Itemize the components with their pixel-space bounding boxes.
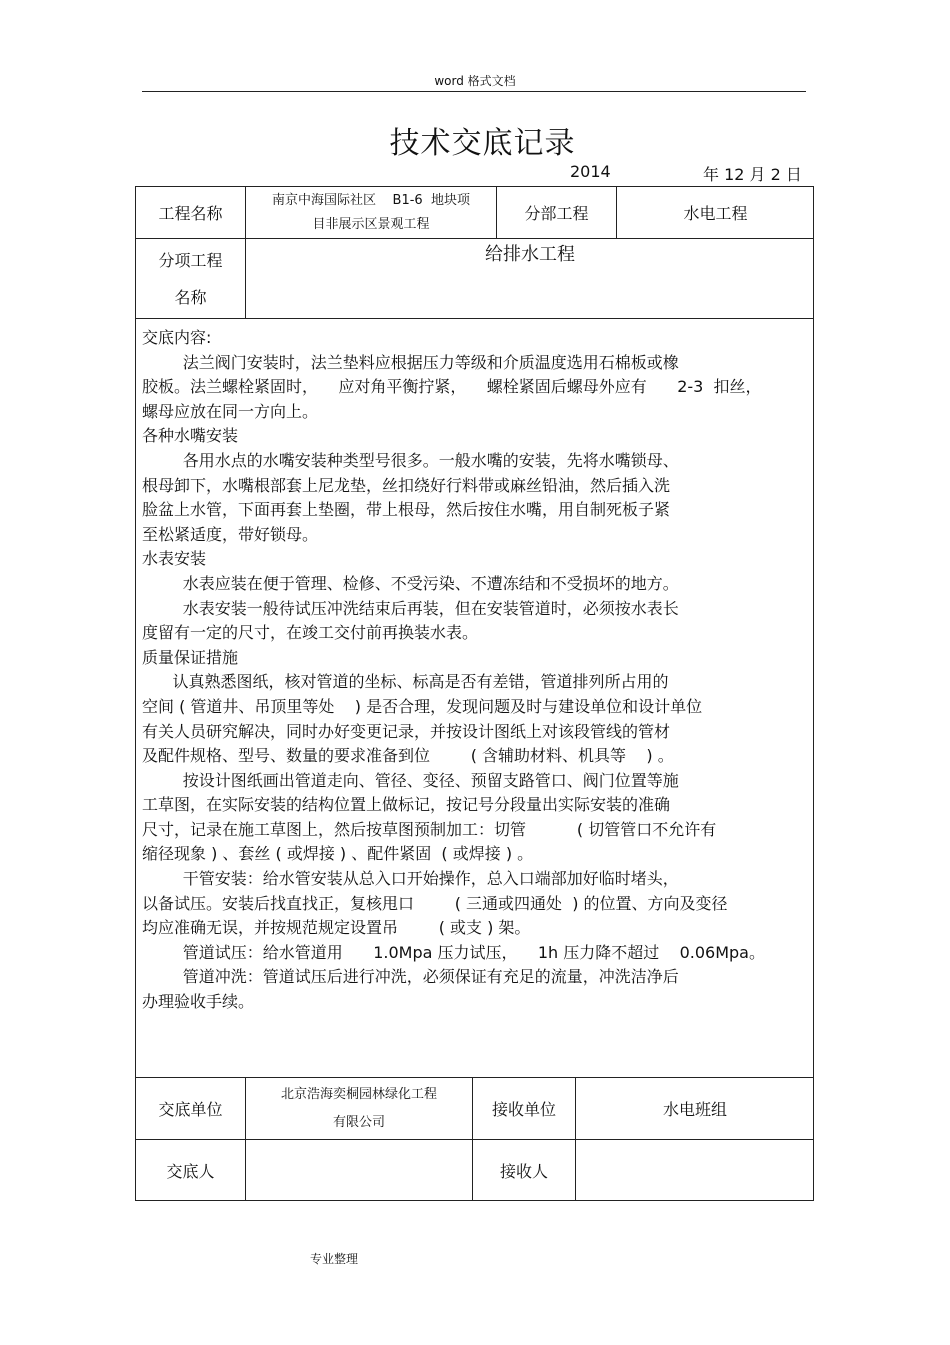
content-line: 空间 ( 管道井、吊顶里等处 ) 是否合理，发现问题及时与建设单位和设计单位 (142, 696, 703, 716)
item-value: 给排水工程 (485, 244, 575, 265)
disclosure-content (142, 326, 810, 1015)
header-rule (142, 91, 806, 92)
content-line: 有关人员研究解决，同时办好变更记录，并按设计图纸上对该段管线的管材 (142, 721, 671, 741)
date-year: 2014 (570, 162, 611, 181)
content-line: 螺母应放在同一方向上。 (142, 401, 319, 421)
document-title: 技术交底记录 (389, 126, 576, 161)
content-line: 办理验收手续。 (142, 992, 255, 1012)
content-line: 质量保证措施 (142, 647, 239, 667)
item-label-line: 分项工程 (158, 250, 223, 270)
discloser-value (246, 1140, 472, 1201)
project-name-line: 南京中海国际社区 B1-6 地块项 (272, 192, 470, 208)
content-line: 均应准确无误，并按规范规定设置吊 ( 或支 ) 架。 (142, 918, 531, 938)
content-line: 至松紧适度，带好锁母。 (142, 524, 319, 544)
item-label (136, 239, 245, 318)
content-line: 干管安装：给水管安装从总入口开始操作，总入口端部加好临时堵头， (142, 869, 679, 889)
content-line: 各种水嘴安装 (142, 426, 239, 446)
content-line: 认真熟悉图纸，核对管道的坐标、标高是否有差错，管道排列所占用的 (142, 672, 669, 692)
content-line: 及配件规格、型号、数量的要求准备到位 ( 含辅助材料、机具等 ) 。 (142, 746, 674, 766)
content-line: 根母卸下，水嘴根部套上尼龙垫，丝扣绕好行料带或麻丝铅油，然后插入洗 (142, 475, 671, 495)
page-header: word 格式文档 (434, 74, 516, 88)
receiver-value (576, 1140, 814, 1201)
page-footer: 专业整理 (310, 1252, 359, 1266)
content-line: 各用水点的水嘴安装种类型号很多。一般水嘴的安装，先将水嘴锁母、 (142, 450, 679, 470)
content-line: 度留有一定的尺寸，在竣工交付前再换装水表。 (142, 623, 479, 643)
disclosure-unit-label: 交底单位 (158, 1100, 223, 1119)
content-line: 水表安装 (142, 549, 207, 569)
content-line: 胶板。法兰螺栓紧固时， 应对角平衡拧紧， 螺栓紧固后螺母外应有 2-3 扣丝， (142, 377, 762, 397)
disclosure-unit-line: 有限公司 (332, 1114, 385, 1130)
project-name-value (246, 187, 496, 238)
content-line: 水表安装一般待试压冲洗结束后再装，但在安装管道时，必须按水表长 (142, 598, 679, 618)
project-name-label: 工程名称 (158, 204, 223, 223)
content-line: 法兰阀门安装时，法兰垫料应根据压力等级和介质温度选用石棉板或橡 (142, 352, 679, 372)
disclosure-unit-line: 北京浩海奕桐园林绿化工程 (280, 1086, 437, 1102)
item-label-line: 名称 (174, 287, 207, 307)
content-line: 交底内容: (142, 328, 212, 347)
content-line: 管道试压：给水管道用 1.0Mpa 压力试压， 1h 压力降不超过 0.06Mpa。 (142, 942, 765, 962)
content-line: 脸盆上水管，下面再套上垫圈，带上根母，然后按住水嘴，用自制死板子紧 (142, 500, 671, 520)
receiving-unit-value: 水电班组 (662, 1100, 727, 1119)
sub-project-label: 分部工程 (524, 204, 589, 223)
content-line: 工草图，在实际安装的结构位置上做标记，按记号分段量出实际安装的准确 (142, 795, 671, 815)
date-month-day: 年 12 月 2 日 (703, 165, 802, 184)
receiving-unit-label: 接收单位 (491, 1100, 556, 1119)
row-divider (135, 318, 814, 319)
content-line: 水表应装在便于管理、检修、不受污染、不遭冻结和不受损坏的地方。 (142, 573, 679, 593)
disclosure-unit-value (246, 1078, 472, 1139)
receiver-label: 接收人 (499, 1162, 548, 1181)
sub-project-value: 水电工程 (683, 204, 748, 223)
content-line: 按设计图纸画出管道走向、管径、变径、预留支路管口、阀门位置等施 (142, 770, 679, 790)
content-line: 尺寸，记录在施工草图上，然后按草图预制加工：切管 ( 切管管口不允许有 (142, 819, 717, 839)
content-line: 缩径现象 ) 、套丝 ( 或焊接 ) 、配件紧固 ( 或焊接 ) 。 (142, 844, 534, 864)
discloser-label: 交底人 (166, 1162, 215, 1181)
content-line: 管道冲洗：管道试压后进行冲洗，必须保证有充足的流量，冲洗洁净后 (142, 967, 679, 987)
project-name-line: 目非展示区景观工程 (312, 216, 430, 232)
content-line: 以备试压。安装后找直找正，复核甩口 ( 三通或四通处 ) 的位置、方向及变径 (142, 893, 728, 913)
